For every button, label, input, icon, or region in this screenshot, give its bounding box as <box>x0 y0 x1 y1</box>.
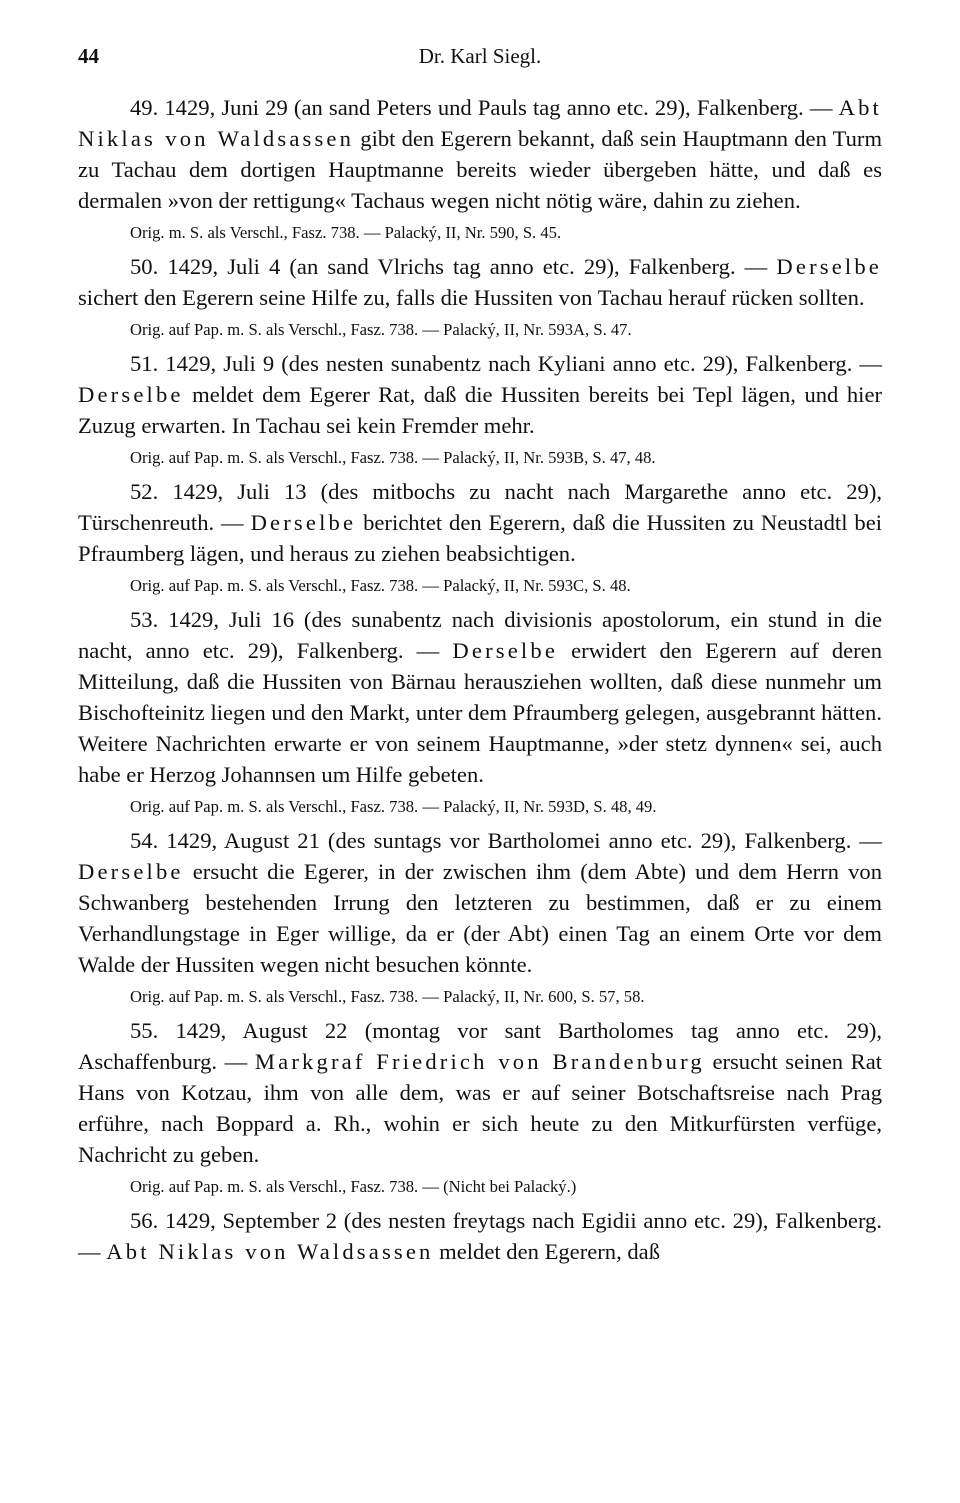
entry-source: Orig. m. S. als Verschl., Fasz. 738. — Palacký, II, Nr. 590, S. 45. <box>130 223 562 242</box>
regest-entry-53 <box>78 604 882 819</box>
entry-head: 54. 1429, August 21 (des suntags vor Bartholomei anno etc. 29), Falkenberg. — <box>130 828 882 853</box>
entry-text <box>78 251 882 313</box>
page-number: 44 <box>78 44 99 68</box>
entry-body: erwidert den Egerern auf deren Mitteilung, daß die Hussiten von Bärnau herausziehen wollten, daß diese nunmehr um Bischofteinitz liegen und den Markt, unter dem Pfraumberg gelegen, ausgebrannt hätten. Weitere Nachrichten erwarte er von seinem Hauptmanne, »der stetz dynnen« sei, auch habe er Herzog Johannsen um Hilfe gebeten. <box>78 638 883 787</box>
entry-source: Orig. auf Pap. m. S. als Verschl., Fasz. 738. — Palacký, II, Nr. 593B, S. 47, 48. <box>130 448 656 467</box>
entry-source: Orig. auf Pap. m. S. als Verschl., Fasz. 738. — Palacký, II, Nr. 593A, S. 47. <box>130 320 632 339</box>
entry-head: 51. 1429, Juli 9 (des nesten sunabentz nach Kyliani anno etc. 29), Falkenberg. — <box>130 351 882 376</box>
entry-head: 53. 1429, Juli 16 (des sunabentz nach divisionis apostolorum, ein stund in die nacht, anno etc. 29), Falkenberg. — <box>78 607 882 663</box>
entry-source: Orig. auf Pap. m. S. als Verschl., Fasz. 738. — Palacký, II, Nr. 593C, S. 48. <box>130 576 631 595</box>
entry-text <box>78 476 882 569</box>
entry-actor: Derselbe <box>78 859 184 884</box>
entry-actor: Derselbe <box>776 254 882 279</box>
entry-actor: Markgraf Friedrich von Brandenburg <box>254 1049 705 1074</box>
entry-actor: Abt Niklas von Waldsassen <box>106 1239 434 1264</box>
entry-body: ersucht seinen Rat Hans von Kotzau, ihm von alle dem, was er auf seiner Botschaftsreise nach Prag erführe, nach Boppard a. Rh., wohin er sich heute zu den Mitkurfürsten verfüge, Nachricht zu geben. <box>78 1049 882 1167</box>
entry-body: meldet den Egerern, daß <box>439 1239 660 1264</box>
entry-source: Orig. auf Pap. m. S. als Verschl., Fasz. 738. — (Nicht bei Palacký.) <box>130 1177 577 1196</box>
entry-source: Orig. auf Pap. m. S. als Verschl., Fasz. 738. — Palacký, II, Nr. 600, S. 57, 58. <box>130 987 645 1006</box>
entry-text <box>78 825 882 980</box>
entry-head: 56. 1429, September 2 (des nesten freytags nach Egidii anno etc. 29), Falkenberg. — <box>78 1208 882 1264</box>
entry-text <box>78 92 882 216</box>
entry-head: 55. 1429, August 22 (montag vor sant Bartholomes tag anno etc. 29), Aschaffenburg. — <box>78 1018 882 1074</box>
entry-text <box>78 348 882 441</box>
running-title: Dr. Karl Siegl. <box>418 44 542 68</box>
entry-actor: Derselbe <box>452 638 559 663</box>
entry-head: 52. 1429, Juli 13 (des mitbochs zu nacht nach Margarethe anno etc. 29), Türschenreuth. — <box>78 479 882 535</box>
entry-body: ersucht die Egerer, in der zwischen ihm (dem Abte) und dem Herrn von Schwanberg bestehenden Irrung den letzteren zu bestimmen, daß er zu einem Verhandlungstage in Eger willige, da er (der Abt) einen Tag an einem Orte vor dem Walde der Hussiten wegen nicht besuchen könnte. <box>78 859 882 977</box>
entry-body: sichert den Egerern seine Hilfe zu, falls die Hussiten von Tachau herauf rücken sollten. <box>78 285 865 310</box>
entry-head: 49. 1429, Juni 29 (an sand Peters und Pauls tag anno etc. 29), Falkenberg. — <box>130 95 833 120</box>
entry-body: gibt den Egerern bekannt, daß sein Hauptmann den Turm zu Tachau dem dortigen Hauptmanne bereits wieder übergeben hätte, und daß es dermalen »von der rettigung« Tachaus wegen nicht nötig wäre, dahin zu ziehen. <box>78 126 883 213</box>
entry-source: Orig. auf Pap. m. S. als Verschl., Fasz. 738. — Palacký, II, Nr. 593D, S. 48, 49. <box>130 797 657 816</box>
entry-text <box>78 604 882 790</box>
regest-entry-49 <box>78 92 882 245</box>
entry-text <box>78 1205 882 1267</box>
entry-actor: Derselbe <box>78 382 184 407</box>
regesta-list <box>78 92 882 1267</box>
running-head <box>78 30 882 70</box>
entry-actor: Derselbe <box>250 510 357 535</box>
entry-text <box>78 1015 882 1170</box>
regest-entry-55 <box>78 1015 882 1199</box>
regest-entry-50 <box>78 251 882 342</box>
entry-actor: Abt Niklas von Waldsassen <box>78 95 882 151</box>
entry-head: 50. 1429, Juli 4 (an sand Vlrichs tag anno etc. 29), Falkenberg. — <box>130 254 768 279</box>
regest-entry-52 <box>78 476 882 598</box>
regest-entry-54 <box>78 825 882 1009</box>
entry-body: berichtet den Egerern, daß die Hussiten zu Neustadtl bei Pfraumberg lägen, und heraus zu ziehen beabsichtigen. <box>78 510 882 566</box>
regest-entry-56 <box>78 1205 882 1267</box>
entry-body: meldet dem Egerer Rat, daß die Hussiten bereits bei Tepl lägen, und hier Zuzug erwarten. In Tachau sei kein Fremder mehr. <box>78 382 882 438</box>
regest-entry-51 <box>78 348 882 470</box>
